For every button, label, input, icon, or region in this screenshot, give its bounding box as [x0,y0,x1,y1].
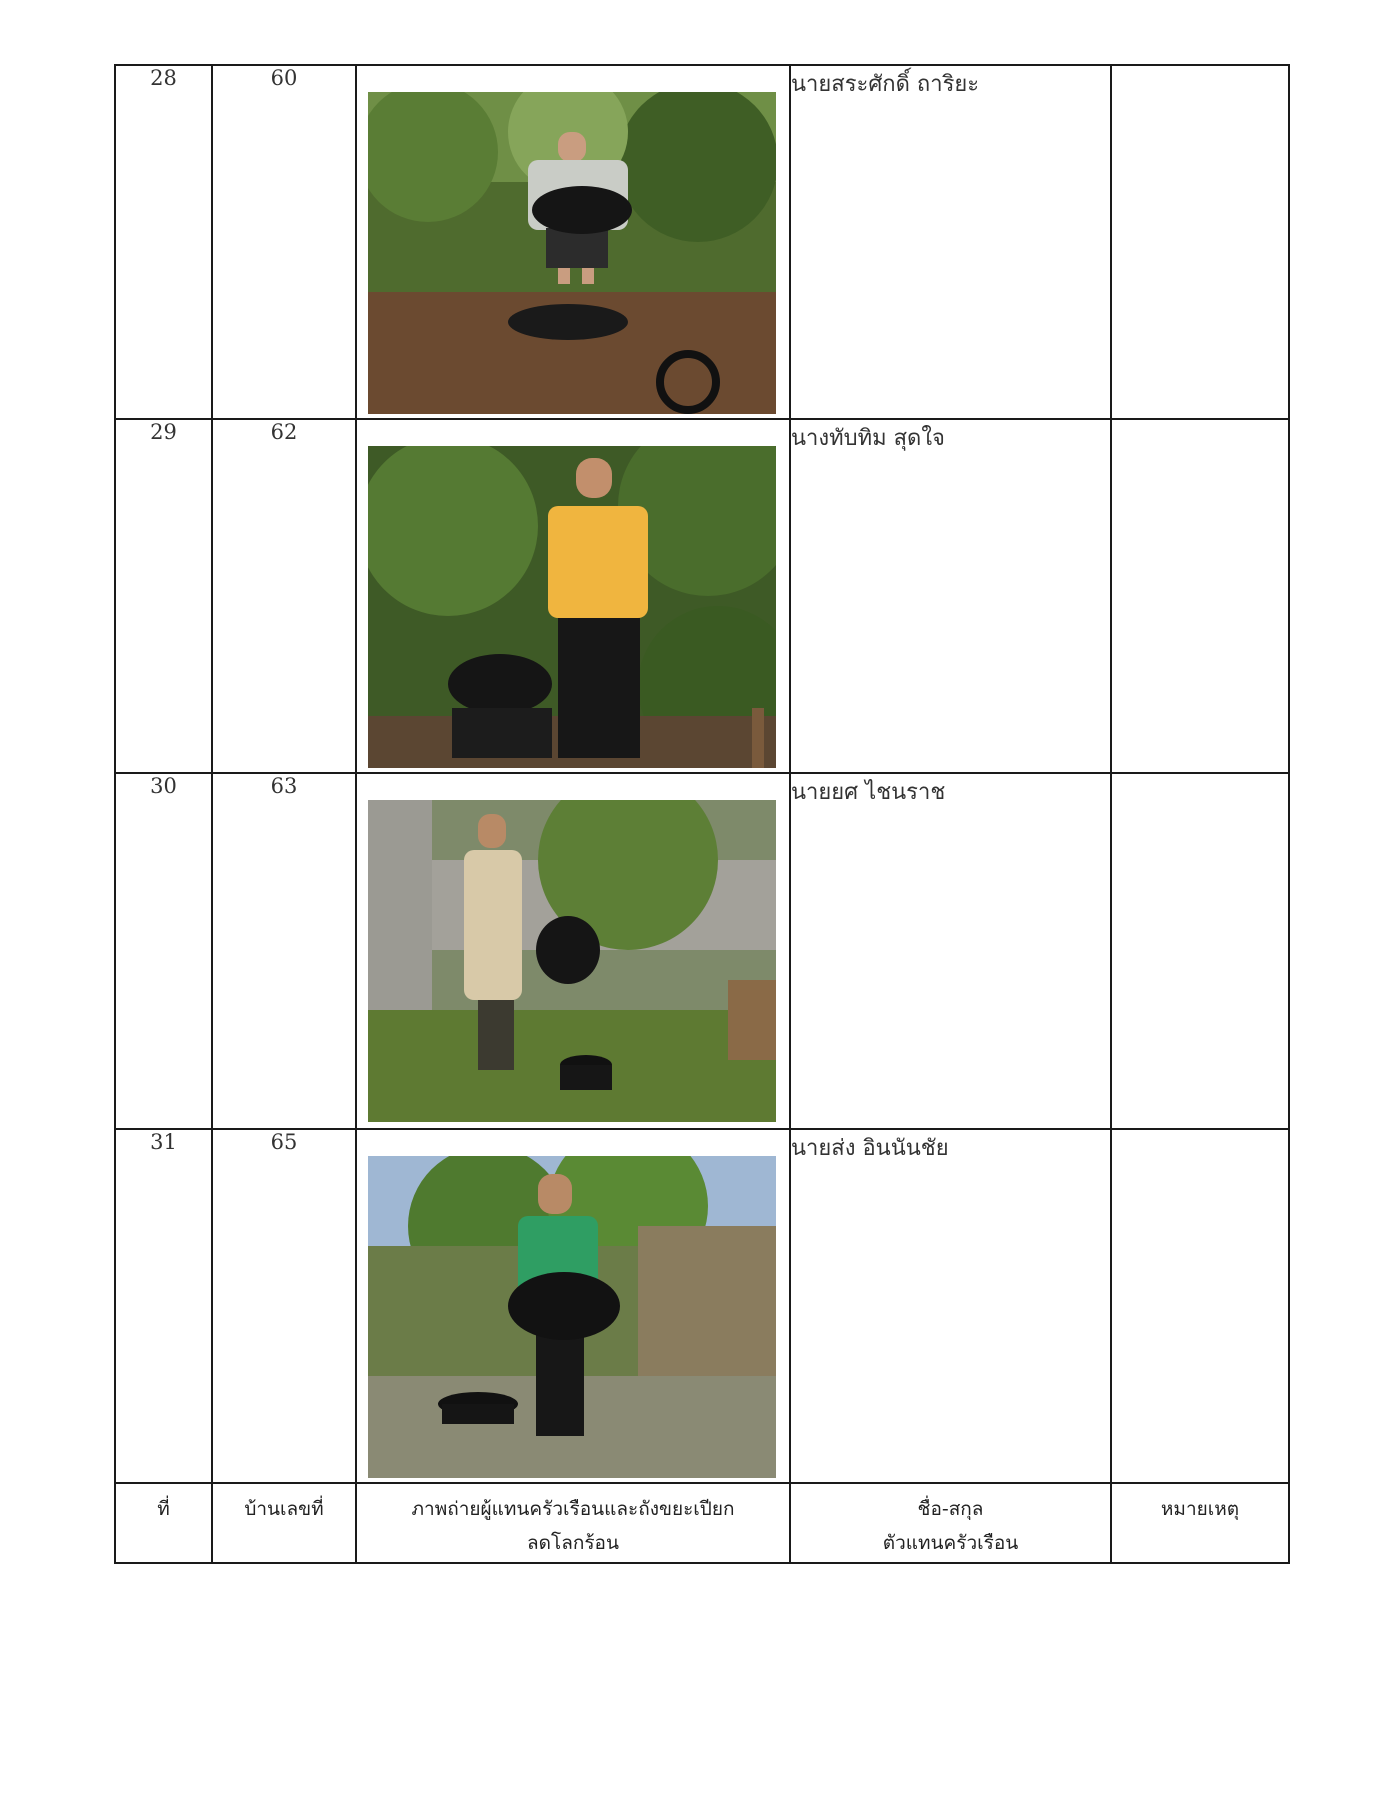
row-number: 31 [115,1129,212,1483]
household-table [114,64,1290,1564]
note-cell [1111,65,1289,419]
table-row [115,65,1289,419]
house-number: 60 [212,65,356,419]
header-name [790,1483,1111,1563]
header-photo [356,1483,790,1563]
row-number: 28 [115,65,212,419]
header-note: หมายเหตุ [1111,1483,1289,1563]
household-photo [368,1156,776,1478]
house-number: 62 [212,419,356,773]
table-row [115,773,1289,1129]
photo-cell [356,773,790,1129]
table-row [115,419,1289,773]
note-cell [1111,773,1289,1129]
note-cell [1111,1129,1289,1483]
representative-name: นายสระศักดิ์ ถาริยะ [790,65,1111,419]
header-photo-line2: ลดโลกร้อน [527,1532,619,1554]
representative-name: นายส่ง อินนันชัย [790,1129,1111,1483]
header-no: ที่ [115,1483,212,1563]
header-photo-line1: ภาพถ่ายผู้แทนครัวเรือนและถังขยะเปียก [411,1498,735,1520]
photo-cell [356,1129,790,1483]
header-house-number: บ้านเลขที่ [212,1483,356,1563]
photo-cell [356,419,790,773]
header-name-line1: ชื่อ-สกุล [917,1498,984,1520]
household-photo [368,800,776,1122]
representative-name: นางทับทิม สุดใจ [790,419,1111,773]
household-photo [368,92,776,414]
representative-name: นายยศ ไชนราช [790,773,1111,1129]
photo-cell [356,65,790,419]
row-number: 29 [115,419,212,773]
house-number: 63 [212,773,356,1129]
household-photo [368,446,776,768]
row-number: 30 [115,773,212,1129]
note-cell [1111,419,1289,773]
table-header-row [115,1483,1289,1563]
table-row [115,1129,1289,1483]
house-number: 65 [212,1129,356,1483]
header-name-line2: ตัวแทนครัวเรือน [882,1532,1019,1554]
